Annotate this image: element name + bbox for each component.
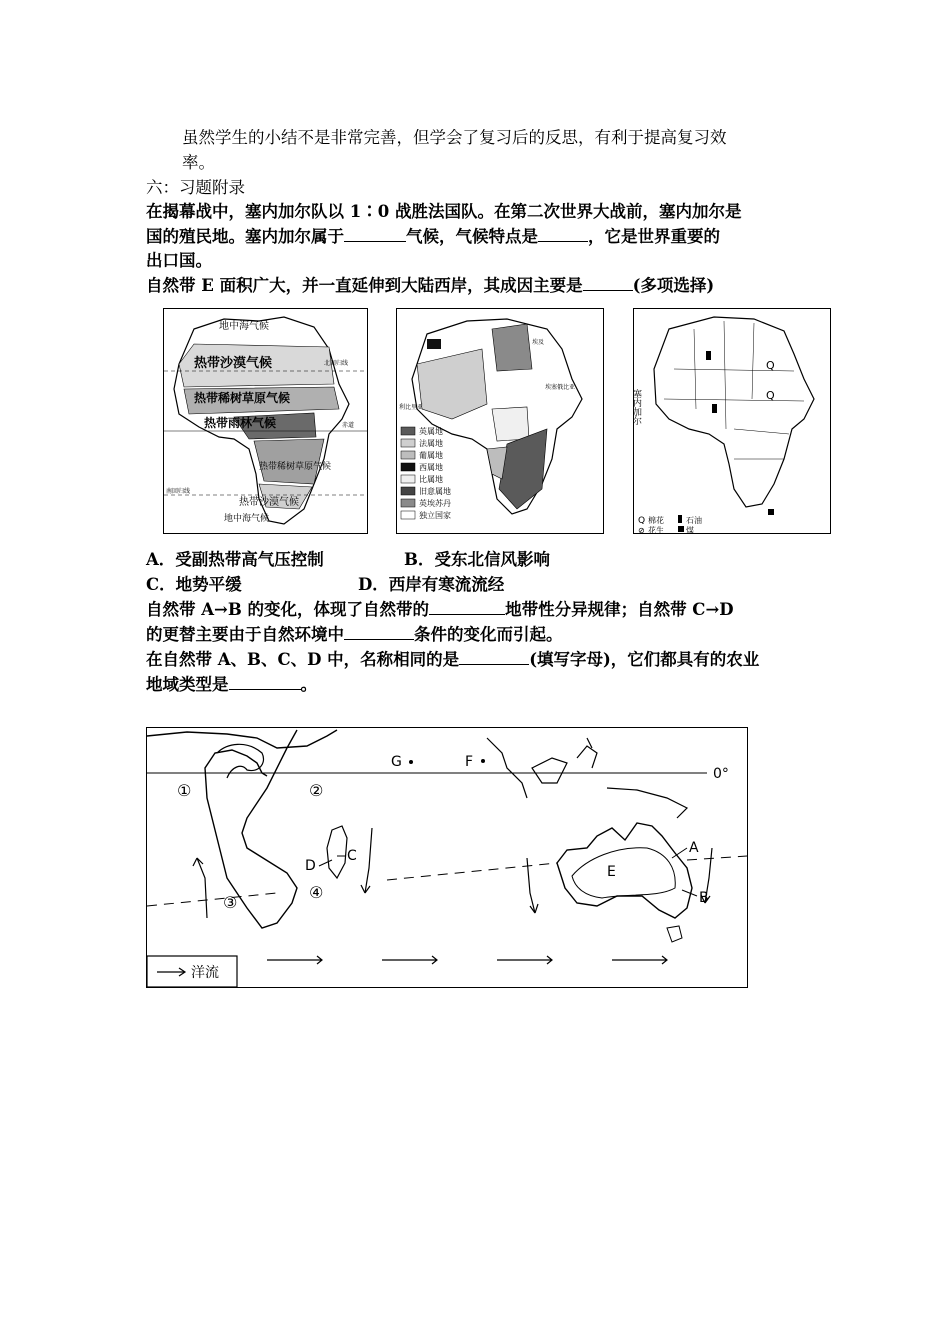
option-d[interactable]: D．西岸有寒流流经 [358, 574, 505, 594]
label-f: F [465, 754, 474, 770]
africa-colonial-map [396, 308, 604, 534]
q3-line-1: 自然带 A→B 的变化，体现了自然带的 地带性分异规律；自然带 C→D [146, 600, 734, 619]
africa-outline [654, 317, 814, 507]
label-g: G [391, 754, 402, 770]
legend-label: 西属地 [419, 463, 443, 472]
label-tropic-north: 北回归线 [324, 360, 349, 367]
label-circle-4: ④ [309, 883, 324, 902]
answer-blank[interactable] [344, 226, 406, 242]
answer-blank[interactable] [344, 624, 414, 640]
intro-line-2: 率。 [182, 152, 215, 172]
svg-text:⊘: ⊘ [638, 526, 645, 535]
cotton-icon: Q [766, 359, 775, 372]
label-ethiopia: 埃塞俄比亚 [545, 384, 576, 391]
label-zone-b: B [699, 890, 709, 906]
q1-line-2: 国的殖民地。塞内加尔属于 气候，气候特点是 ，它是世界重要的 [146, 226, 720, 246]
legend-label: 煤 [686, 526, 694, 535]
legend-label: 比属地 [419, 475, 443, 484]
option-a[interactable]: A．受副热带高气压控制 [146, 550, 324, 569]
option-b[interactable]: B．受东北信风影响 [404, 550, 550, 569]
legend-label: 葡属地 [419, 451, 443, 460]
tasmania [667, 926, 682, 942]
label-zone-e: E [607, 864, 616, 880]
equator-label: 0° [713, 766, 729, 782]
spanish-territory [427, 339, 441, 349]
cotton-icon: Q [766, 389, 775, 402]
label-mediterranean-top: 地中海气候 [219, 321, 269, 332]
answer-blank[interactable] [459, 649, 529, 665]
legend-label: 英埃苏丹 [419, 499, 451, 508]
options-row-1 [146, 548, 810, 573]
colonial-legend [401, 426, 451, 520]
label-egypt: 埃及 [532, 339, 545, 346]
label-zone-a: A [689, 840, 699, 856]
label-savanna-south: 热带稀树草原气候 [259, 462, 332, 472]
question-zone-changes [146, 598, 810, 647]
point-g-marker [409, 760, 413, 764]
label-zone-d: D [305, 858, 316, 874]
question-same-zones [146, 648, 810, 697]
label-equator: 赤道 [342, 422, 355, 429]
oil-icon [706, 351, 711, 360]
options-block [146, 548, 810, 597]
label-desert-north: 热带沙漠气候 [194, 356, 273, 371]
intro-paragraph [182, 126, 812, 175]
label-mediterranean-bottom: 地中海气候 [224, 514, 270, 524]
q4-line-2: 地域类型是 。 [146, 674, 317, 694]
legend-label: 独立国家 [419, 511, 451, 520]
label-desert-south: 热带沙漠气候 [239, 497, 299, 508]
section-heading: 六：习题附录 [146, 178, 245, 197]
q1-line-3: 出口国。 [146, 251, 212, 270]
q4-line-1: 在自然带 A、B、C、D 中，名称相同的是 (填写字母)，它们都具有的农业 [146, 650, 760, 669]
resources-legend [638, 515, 702, 535]
option-c[interactable]: C．地势平缓 [146, 574, 242, 594]
intro-line-1: 虽然学生的小结不是非常完善，但学会了复习后的反思，有利于提高复习效 [182, 128, 727, 147]
southern-hemisphere-map [146, 727, 748, 988]
coal-icon [768, 509, 774, 515]
africa-resources-map [633, 308, 831, 534]
legend-label: 花生 [648, 526, 664, 535]
svg-text:Q: Q [638, 516, 646, 526]
answer-blank[interactable] [429, 599, 505, 615]
label-tropic-south: 南回归线 [166, 488, 191, 495]
answer-blank[interactable] [583, 275, 633, 291]
label-senegal: 塞内加尔 [631, 389, 641, 425]
legend-label: 石油 [686, 516, 702, 525]
answer-blank[interactable] [229, 674, 301, 690]
answer-blank[interactable] [538, 226, 588, 242]
label-circle-1: ① [177, 781, 192, 800]
africa-climate-map [163, 308, 368, 534]
question-senegal [146, 200, 810, 274]
oil-icon [712, 404, 717, 413]
options-row-2 [146, 573, 810, 598]
legend-label: 法属地 [419, 439, 443, 448]
label-zone-c: C [347, 848, 357, 864]
madagascar-outline [327, 826, 347, 878]
legend-label: 洋流 [191, 965, 219, 981]
label-liberia: 利比里亚 [399, 404, 424, 411]
british-sudan [492, 324, 532, 371]
question-zone-e: 自然带 E 面积广大，并一直延伸到大陆西岸，其成因主要是 (多项选择) [146, 276, 715, 295]
legend-label: 棉花 [648, 516, 664, 525]
q1-line-1: 在揭幕战中，塞内加尔队以 1∶0 战胜法国队。在第二次世界大战前，塞内加尔是 [146, 202, 742, 221]
label-rainforest: 热带雨林气候 [204, 416, 277, 430]
legend-label: 英属地 [419, 427, 443, 436]
point-f-marker [481, 759, 485, 763]
label-circle-2: ② [309, 781, 324, 800]
label-circle-3: ③ [223, 893, 238, 912]
southeast-asia-islands [487, 738, 687, 818]
q3-line-2: 的更替主要由于自然环境中 条件的变化而引起。 [146, 624, 563, 644]
legend-label: 旧意属地 [419, 487, 451, 496]
label-savanna-north: 热带稀树草原气候 [194, 391, 291, 405]
belgian-territory [492, 407, 529, 441]
